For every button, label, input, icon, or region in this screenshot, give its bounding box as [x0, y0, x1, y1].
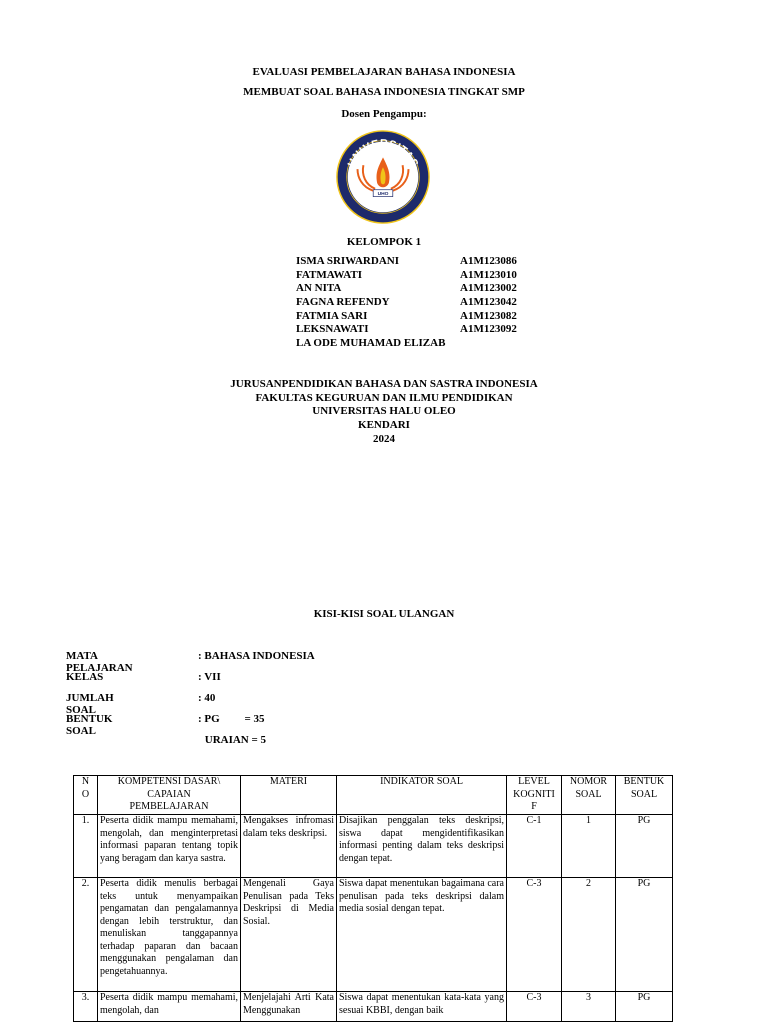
cell-no: 3. — [74, 992, 98, 1022]
header-indikator: INDIKATOR SOAL — [337, 776, 507, 815]
member-row — [296, 269, 517, 283]
member-nim: A1M123082 — [460, 309, 517, 322]
info-value: : VII — [198, 671, 221, 683]
department: JURUSANPENDIDIKAN BAHASA DAN SASTRA INDONESIA — [230, 378, 538, 390]
cell-level: C-1 — [507, 815, 562, 878]
info-value: URAIAN = 5 — [202, 734, 267, 746]
cell-materi: Mengakses infromasi dalam teks deskripsi. — [241, 815, 337, 878]
member-row — [296, 296, 517, 310]
cover-title-1: EVALUASI PEMBELAJARAN BAHASA INDONESIA — [252, 66, 516, 78]
cell-nomor: 1 — [562, 815, 616, 878]
university-logo-icon — [334, 127, 432, 227]
member-name: FAGNA REFENDY — [296, 296, 390, 309]
header-kompetensi: KOMPETENSI DASAR\ CAPAIAN PEMBELAJARAN — [98, 776, 241, 815]
kisi-title: KISI-KISI SOAL ULANGAN — [313, 608, 455, 620]
cell-no: 2. — [74, 878, 98, 992]
logo-ribbon-text: UHO — [377, 192, 389, 198]
member-row — [296, 310, 517, 324]
table-row — [74, 815, 673, 878]
year: 2024 — [373, 433, 395, 445]
faculty: FAKULTAS KEGURUAN DAN ILMU PENDIDIKAN — [255, 392, 513, 404]
info-label: MATA PELAJARAN — [66, 650, 133, 674]
header-nomor: NOMOR SOAL — [562, 776, 616, 815]
cell-bentuk: PG — [616, 992, 673, 1022]
cell-indikator: Siswa dapat menentukan bagaimana cara penulisan pada teks deskripsi dalam media sosial dengan tepat. — [337, 878, 507, 992]
cell-nomor: 2 — [562, 878, 616, 992]
cell-nomor: 3 — [562, 992, 616, 1022]
header-no: N O — [74, 776, 98, 815]
cell-bentuk: PG — [616, 878, 673, 992]
info-value: : PG = 35 — [198, 713, 265, 725]
info-label: KELAS — [66, 671, 104, 683]
university-name: UNIVERSITAS HALU OLEO — [312, 405, 456, 417]
member-nim: A1M123010 — [460, 268, 517, 281]
table-row — [74, 878, 673, 992]
cover-title-2: MEMBUAT SOAL BAHASA INDONESIA TINGKAT SMP — [243, 86, 525, 98]
member-row — [296, 323, 517, 337]
member-nim: A1M123002 — [460, 282, 517, 295]
table-row — [74, 992, 673, 1022]
logo-arc-top: UNIVERSITAS — [345, 137, 421, 170]
lecturer-label: Dosen Pengampu: — [341, 108, 427, 120]
cell-bentuk: PG — [616, 815, 673, 878]
info-label: JUMLAH SOAL — [66, 692, 114, 716]
table-header-row — [74, 776, 673, 815]
member-nim: A1M123042 — [460, 296, 517, 309]
cell-kompetensi: Peserta didik menulis berbagai teks untuk menyampaikan pengamatan dan pengalamannya dengan lebih terstruktur, dan menuliskan tanggapannya terhadap paparan dan bacaan menggunakan pengalaman dan pengetahuannya. — [98, 878, 241, 992]
cell-level: C-3 — [507, 878, 562, 992]
cell-level: C-3 — [507, 992, 562, 1022]
member-name: ISMA SRIWARDANI — [296, 255, 399, 267]
member-name: LEKSNAWATI — [296, 323, 369, 336]
cell-kompetensi: Peserta didik mampu memahami, mengolah, dan — [98, 992, 241, 1022]
header-materi: MATERI — [241, 776, 337, 815]
cell-indikator: Siswa dapat menentukan kata-kata yang sesuai KBBI, dengan baik — [337, 992, 507, 1022]
kisi-table — [73, 775, 673, 1022]
member-nim: A1M123092 — [460, 323, 517, 336]
member-list — [296, 255, 517, 351]
cell-materi: Mengenali Gaya Penulisan pada Teks Deskripsi di Media Sosial. — [241, 878, 337, 992]
cell-no: 1. — [74, 815, 98, 878]
logo-arc-bottom: HALU OLEO — [352, 187, 414, 213]
group-label: KELOMPOK 1 — [346, 236, 422, 248]
member-row — [296, 282, 517, 296]
cell-indikator: Disajikan penggalan teks deskripsi, siswa dapat mengidentifikasikan informasi penting dalam teks deskripsi dengan tepat. — [337, 815, 507, 878]
info-value: : 40 — [198, 692, 216, 704]
member-name: LA ODE MUHAMAD ELIZAB — [296, 337, 446, 350]
member-name: FATMIA SARI — [296, 309, 368, 322]
info-label: BENTUK SOAL — [66, 713, 113, 737]
member-row — [296, 255, 517, 269]
member-name: FATMAWATI — [296, 268, 362, 281]
member-row — [296, 337, 517, 351]
member-name: AN NITA — [296, 282, 342, 295]
member-nim: A1M123086 — [460, 255, 517, 267]
header-bentuk: BENTUK SOAL — [616, 776, 673, 815]
info-value: : BAHASA INDONESIA — [198, 650, 315, 662]
header-level: LEVEL KOGNITI F — [507, 776, 562, 815]
cell-kompetensi: Peserta didik mampu memahami, mengolah, dan menginterpretasi informasi paparan tentang topik yang beragam dan karya sastra. — [98, 815, 241, 878]
city: KENDARI — [358, 419, 410, 431]
cell-materi: Menjelajahi Arti Kata Menggunakan — [241, 992, 337, 1022]
